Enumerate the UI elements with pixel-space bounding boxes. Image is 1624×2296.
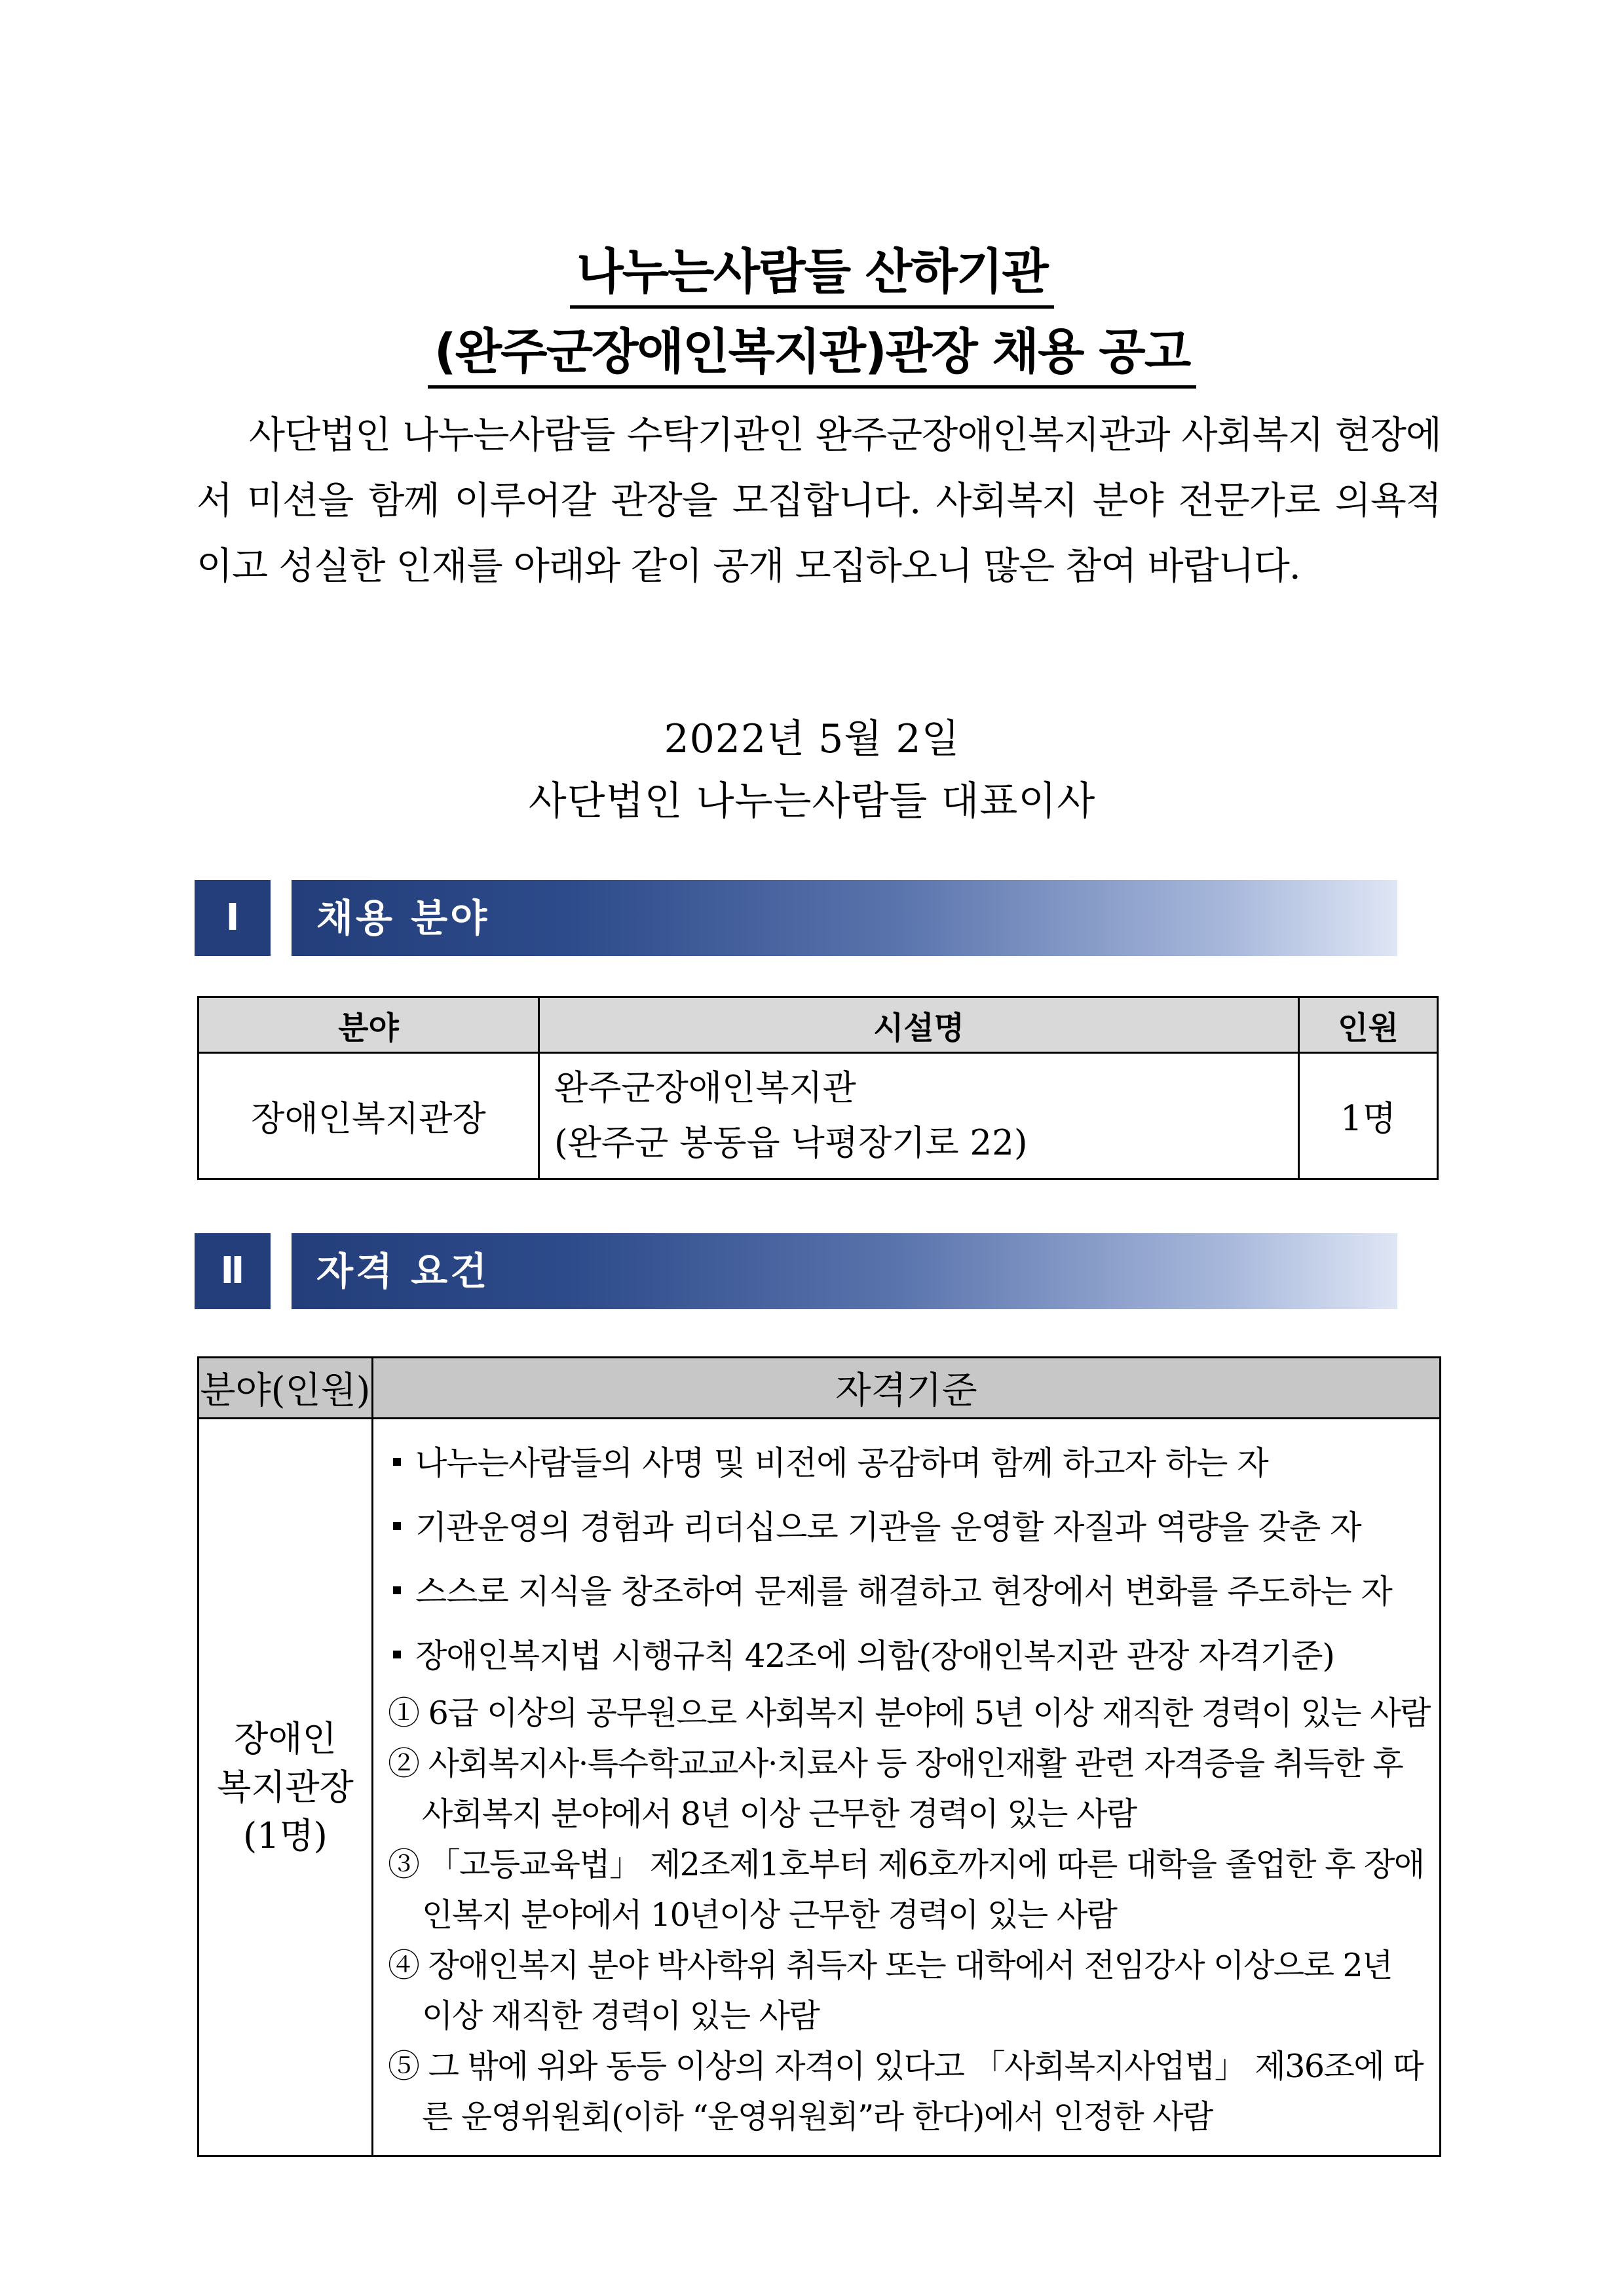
- qualification-table: [197, 1356, 1441, 2157]
- criteria-item-5: ⑤ 그 밖에 위와 동등 이상의 자격이 있다고 「사회복지사업법」 제36조에 따른 운영위원회(이하 “운영위원회”라 한다)에서 인정한 사람: [388, 2048, 1424, 2135]
- list-item: [388, 1431, 1430, 1495]
- cell-field: 장애인복지관장: [198, 1053, 539, 1179]
- bullet-square-icon: [393, 1651, 401, 1658]
- list-item: [388, 1495, 1430, 1559]
- list-item: [388, 1559, 1430, 1624]
- section-1-number: Ⅰ: [195, 880, 271, 956]
- position-line-1: 장애인: [234, 1717, 337, 1759]
- header-criteria: 자격기준: [373, 1358, 1441, 1419]
- list-item: [388, 1624, 1430, 1688]
- announcement-date: 2022년 5월 2일: [664, 716, 960, 762]
- bullet-text: 스스로 지식을 창조하여 문제를 해결하고 현장에서 변화를 주도하는 자: [415, 1573, 1392, 1611]
- cell-facility: [539, 1053, 1299, 1179]
- facility-name: 완주군장애인복지관: [554, 1068, 856, 1108]
- position-line-2: 복지관장: [217, 1766, 354, 1808]
- header-field-count: 분야(인원): [198, 1358, 373, 1419]
- bullet-text: 나누는사람들의 사명 및 비전에 공감하며 함께 하고자 하는 자: [415, 1444, 1268, 1482]
- section-1-title: 채용 분야: [292, 880, 1397, 956]
- title-line-2: [0, 313, 1624, 389]
- recruitment-field-table: [197, 996, 1439, 1180]
- header-count: 인원: [1299, 997, 1438, 1053]
- criteria-item-2: ② 사회복지사·특수학교교사·치료사 등 장애인재활 관련 자격증을 취득한 후 사회복지 분야에서 8년 이상 근무한 경력이 있는 사람: [388, 1745, 1403, 1833]
- position-line-3: (1명): [243, 1814, 328, 1856]
- bullet-square-icon: [393, 1458, 401, 1466]
- table-row: [198, 1419, 1441, 2156]
- header-field: 분야: [198, 997, 539, 1053]
- section-2-title: 자격 요건: [292, 1233, 1397, 1309]
- header-facility: 시설명: [539, 997, 1299, 1053]
- criteria-item-4: ④ 장애인복지 분야 박사학위 취득자 또는 대학에서 전임강사 이상으로 2년 이상 재직한 경력이 있는 사람: [388, 1947, 1393, 2035]
- criteria-item-1: ① 6급 이상의 공무원으로 사회복지 분야에 5년 이상 재직한 경력이 있는 사람: [388, 1694, 1430, 1732]
- cell-count: 1명: [1299, 1053, 1438, 1179]
- intro-paragraph: 사단법인 나누는사람들 수탁기관인 완주군장애인복지관과 사회복지 현장에서 미션을 함께 이루어갈 관장을 모집합니다. 사회복지 분야 전문가로 의욕적이고 성실한 인재를 아래와 같이 공개 모집하오니 많은 참여 바랍니다.: [197, 413, 1441, 588]
- table-row: [198, 1053, 1438, 1179]
- bullet-text: 장애인복지법 시행규칙 42조에 의함(장애인복지관 관장 자격기준): [415, 1637, 1334, 1675]
- cell-position: [198, 1419, 373, 2156]
- criteria-item-3: ③ 「고등교육법」 제2조제1호부터 제6호까지에 따른 대학을 졸업한 후 장애인복지 분야에서 10년이상 근무한 경력이 있는 사람: [388, 1846, 1424, 1934]
- table-header-row: [198, 997, 1438, 1053]
- cell-criteria: [373, 1419, 1441, 2156]
- title-line-2-text: (완주군장애인복지관)관장 채용 공고: [428, 313, 1196, 389]
- facility-address: (완주군 봉동읍 낙평장기로 22): [554, 1123, 1028, 1163]
- bullet-square-icon: [393, 1586, 401, 1594]
- title-line-1-text: 나누는사람들 산하기관: [570, 233, 1054, 309]
- section-2-number: Ⅱ: [195, 1233, 271, 1309]
- bullet-text: 기관운영의 경험과 리더십으로 기관을 운영할 자질과 역량을 갖춘 자: [415, 1508, 1361, 1546]
- bullet-square-icon: [393, 1522, 401, 1530]
- table-header-row: [198, 1358, 1441, 1419]
- title-line-1: [0, 233, 1624, 309]
- issuer: 사단법인 나누는사람들 대표이사: [528, 778, 1096, 824]
